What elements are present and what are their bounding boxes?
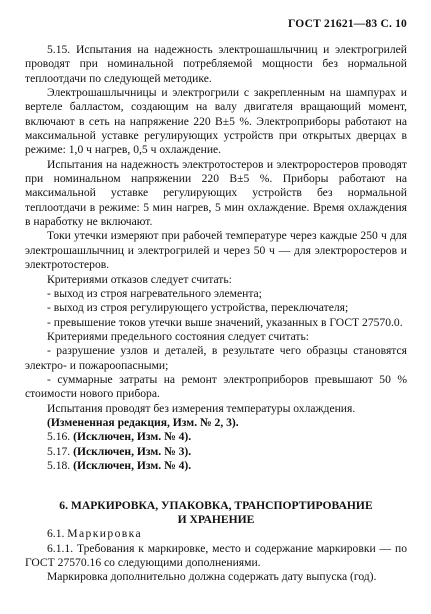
list-item-limit-2: - суммарные затраты на ремонт электроприборов превышают 50 % стоимости нового прибора. bbox=[25, 372, 407, 401]
paragraph-marking-date: Маркировка дополнительно должна содержать дату выпуска (год). bbox=[47, 570, 377, 584]
paragraph-limit-criteria: Критериями предельного состояния следует считать: bbox=[47, 329, 309, 343]
paragraph-failure-criteria: Критериями отказов следует считать: bbox=[47, 272, 232, 286]
list-item-failure-1: - выход из строя нагревательного элемента; bbox=[47, 286, 262, 300]
section-6-title-line-1: 6. МАРКИРОВКА, УПАКОВКА, ТРАНСПОРТИРОВАНИЕ bbox=[59, 499, 373, 513]
amendment-note: (Измененная редакция, Изм. № 2, 3). bbox=[47, 415, 239, 429]
clause-5-17: 5.17. (Исключен, Изм. № 3). bbox=[47, 444, 192, 458]
paragraph-grill-method: Электрошашлычницы и электрогрили с закрепленным на шампурах и вертеле балластом, создающим на валу двигателя вращающий момент, включают в сеть на напряжение 220 В±5 %. Электроприборы работают на максимальной уставке регулирующих устройств при открытых дверцах в режиме: 1,0 ч нагрев, 0,5 ч охлаждение. bbox=[25, 86, 407, 157]
subsection-6-1-heading: 6.1. Маркировка bbox=[47, 527, 143, 541]
paragraph-6-1-1: 6.1.1. Требования к маркировке, место и содержание маркировки — по ГОСТ 27570.16 со следующими дополнениями. bbox=[25, 541, 407, 569]
list-item-failure-2: - выход из строя регулирующего устройства, переключателя; bbox=[47, 301, 349, 315]
document-body bbox=[25, 43, 407, 585]
list-item-limit-1: - разрушение узлов и деталей, в результате чего образцы становятся электро- и пожароопасными; bbox=[25, 344, 407, 372]
page-header: ГОСТ 21621—83 С. 10 bbox=[288, 18, 407, 30]
clause-5-18: 5.18. (Исключен, Изм. № 4). bbox=[47, 458, 192, 472]
section-6-heading bbox=[25, 499, 407, 527]
paragraph-toaster-test: Испытания на надежность электротостеров и электроростеров проводят при номинальном напряжении 220 В±5 %. Приборы работают на максимальной уставке регулирующих устройств без нормальной теплоотдачи в режиме: 5 мин нагрев, 5 мин охлаждение. Время охлаждения в наработку не включают. bbox=[25, 157, 407, 229]
clause-5-16: 5.16. (Исключен, Изм. № 4). bbox=[47, 430, 192, 444]
list-item-failure-3: - превышение токов утечки выше значений, указанных в ГОСТ 27570.0. bbox=[47, 315, 403, 329]
paragraph-5-15: 5.15. Испытания на надежность электрошашлычниц и электрогрилей проводят при номинальной потребляемой мощности без нормальной теплоотдачи по следующей методике. bbox=[25, 43, 407, 85]
paragraph-leakage-current: Токи утечки измеряют при рабочей температуре через каждые 250 ч для электрошашлычниц и электрогрилей и через 50 ч — для электроростеров и электротостеров. bbox=[25, 229, 407, 272]
section-6-title-line-2: И ХРАНЕНИЕ bbox=[177, 513, 255, 527]
paragraph-no-cooling-measure: Испытания проводят без измерения температуры охлаждения. bbox=[47, 401, 356, 415]
